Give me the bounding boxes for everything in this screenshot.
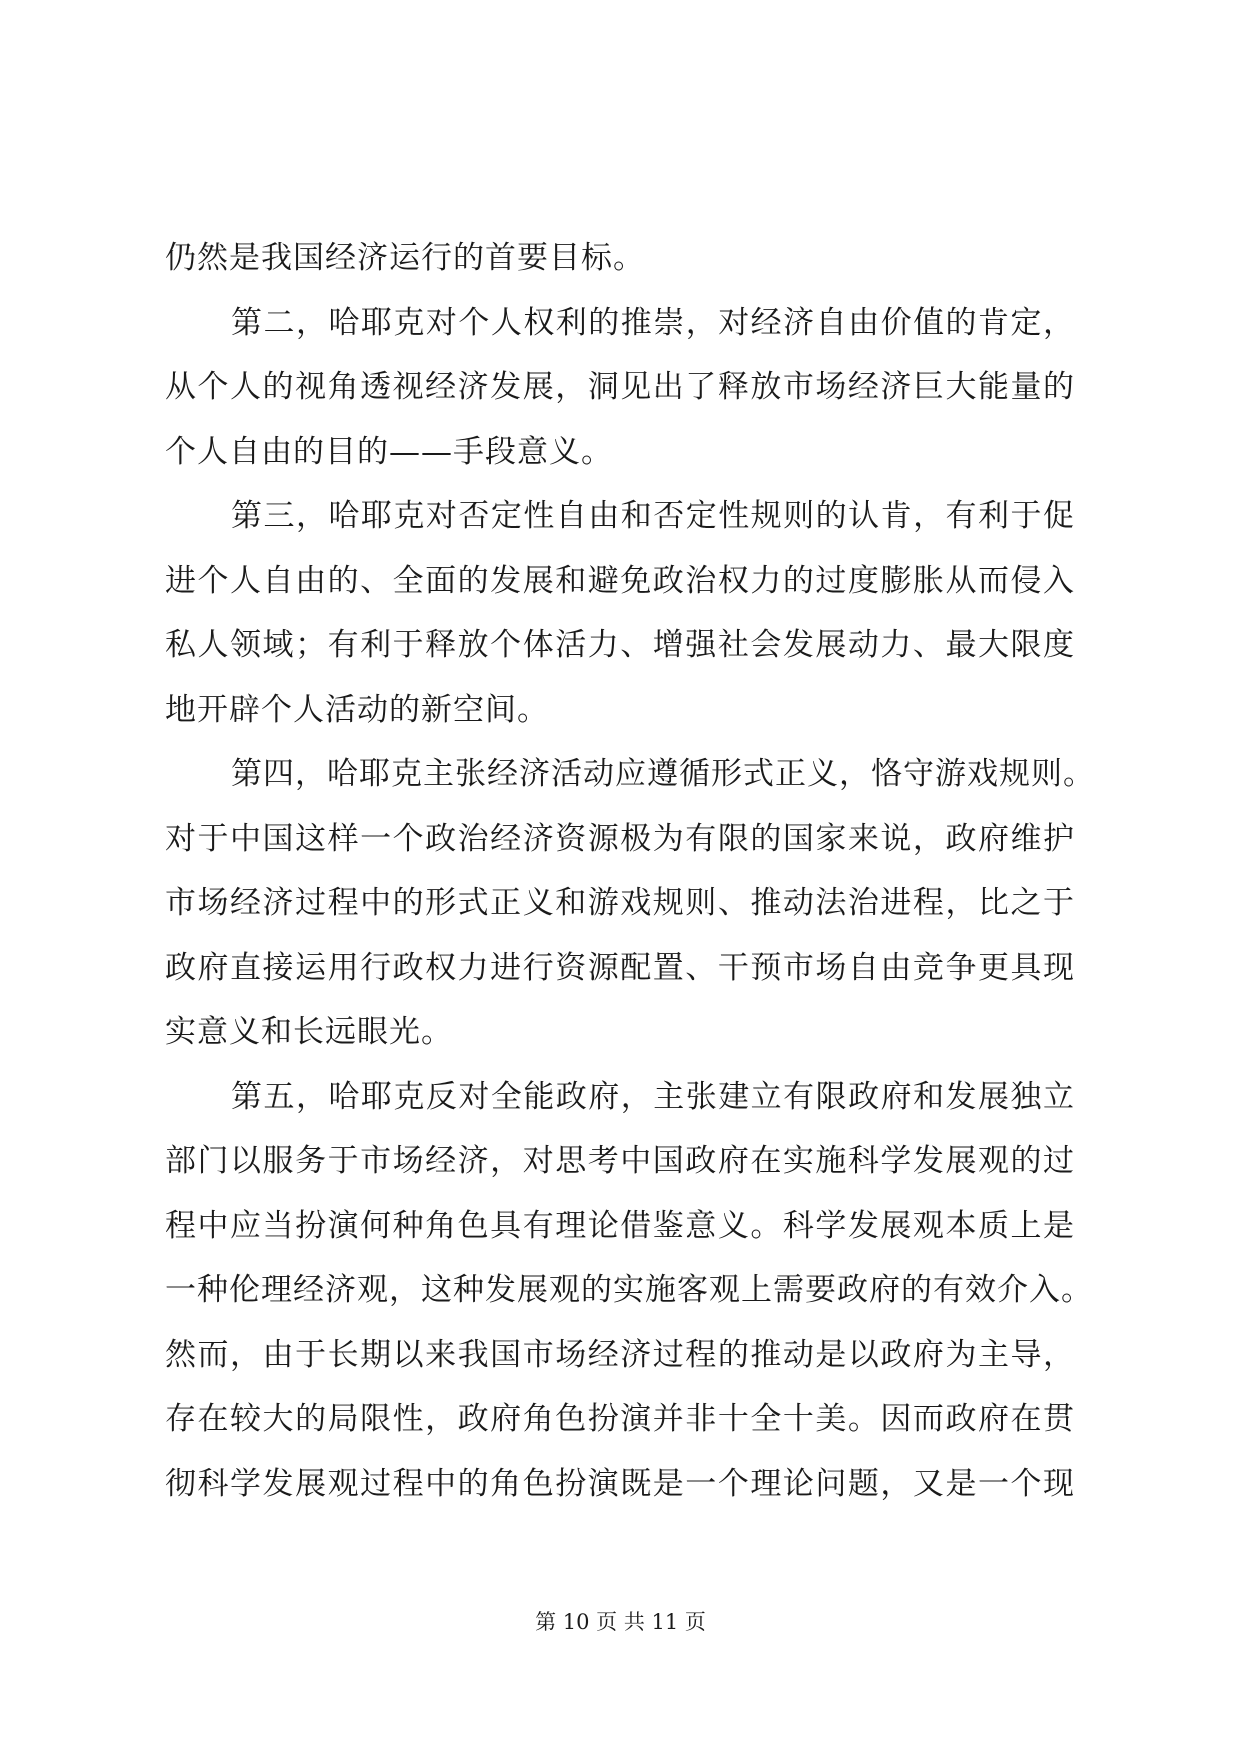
text-line: 存在较大的局限性，政府角色扮演并非十全十美。因而政府在贯 — [165, 1401, 1075, 1437]
text-line: 政府直接运用行政权力进行资源配置、干预市场自由竞争更具现 — [165, 949, 1075, 986]
text-line: 第五，哈耶克反对全能政府，主张建立有限政府和发展独立 — [231, 1078, 1075, 1115]
text-line: 第四，哈耶克主张经济活动应遵循形式正义，恪守游戏规则。 — [231, 756, 1095, 792]
text-line: 对于中国这样一个政治经济资源极为有限的国家来说，政府维护 — [165, 820, 1075, 857]
text-line: 从个人的视角透视经济发展，洞见出了释放市场经济巨大能量的 — [165, 369, 1075, 405]
text-line: 第二，哈耶克对个人权利的推崇，对经济自由价值的肯定， — [231, 304, 1075, 341]
body-text — [165, 226, 1095, 1516]
text-line: 进个人自由的、全面的发展和避免政治权力的过度膨胀从而侵入 — [165, 562, 1075, 599]
text-line: 地开辟个人活动的新空间。 — [165, 691, 549, 728]
page-footer: 第 10 页 共 11 页 — [535, 1610, 706, 1634]
text-line: 程中应当扮演何种角色具有理论借鉴意义。科学发展观本质上是 — [165, 1207, 1075, 1244]
text-line: 个人自由的目的——手段意义。 — [165, 433, 613, 470]
text-line: 市场经济过程中的形式正义和游戏规则、推动法治进程，比之于 — [165, 885, 1075, 921]
text-line: 仍然是我国经济运行的首要目标。 — [165, 240, 645, 276]
text-line: 部门以服务于市场经济，对思考中国政府在实施科学发展观的过 — [165, 1143, 1075, 1179]
text-line: 一种伦理经济观，这种发展观的实施客观上需要政府的有效介入。 — [165, 1272, 1093, 1308]
text-line: 第三，哈耶克对否定性自由和否定性规则的认肯，有利于促 — [231, 498, 1075, 534]
text-line: 然而，由于长期以来我国市场经济过程的推动是以政府为主导， — [165, 1336, 1075, 1373]
text-line: 私人领域；有利于释放个体活力、增强社会发展动力、最大限度 — [165, 627, 1075, 663]
text-line: 彻科学发展观过程中的角色扮演既是一个理论问题，又是一个现 — [165, 1465, 1075, 1502]
text-line: 实意义和长远眼光。 — [165, 1014, 453, 1050]
